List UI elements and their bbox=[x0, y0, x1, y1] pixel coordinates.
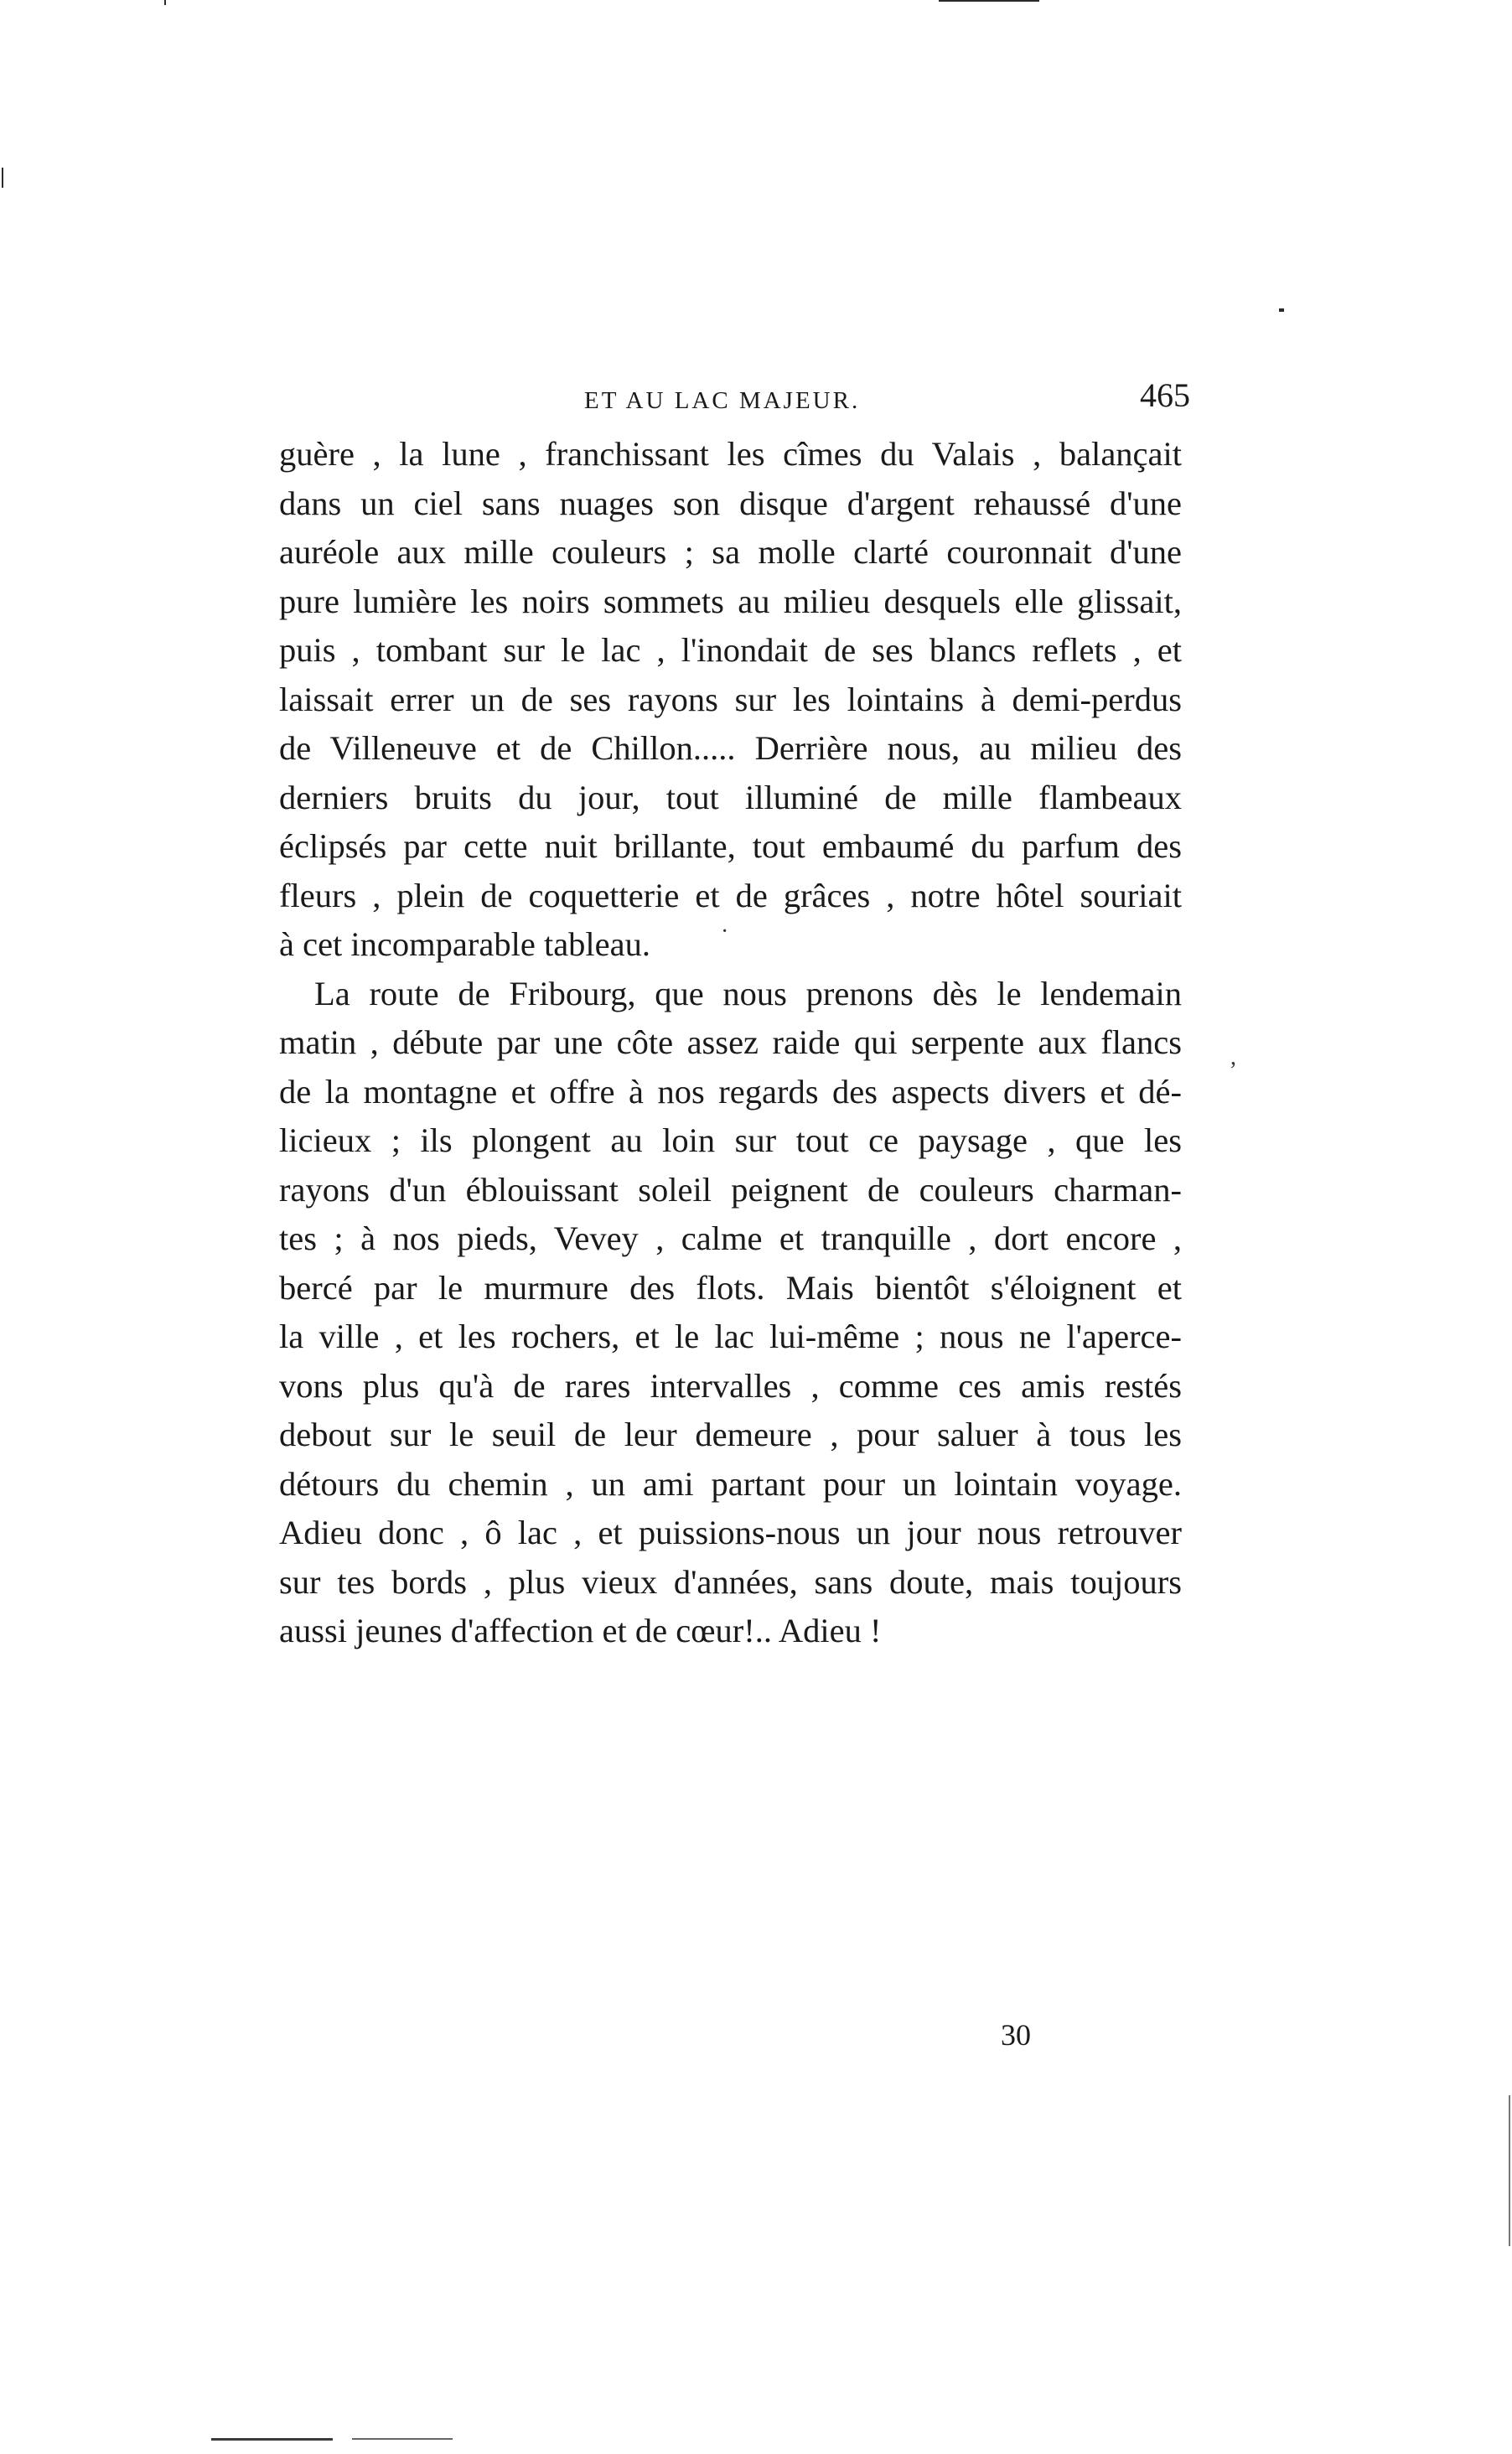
text-line: bercé par le murmure des flots. Mais bientôt s'éloignent et bbox=[279, 1268, 1182, 1307]
stray-mark: · bbox=[721, 919, 729, 945]
bottom-scan-rule bbox=[211, 2438, 333, 2441]
paragraph-end-line: aussi jeunes d'affection et de cœur!.. Adieu ! bbox=[279, 1612, 882, 1649]
text-line: auréole aux mille couleurs ; sa molle clarté couronnait d'une bbox=[279, 533, 1182, 571]
scan-artifact-right-edge bbox=[1279, 308, 1284, 312]
text-line: licieux ; ils plongent au loin sur tout ce paysage , que les bbox=[279, 1121, 1182, 1159]
text-line: puis , tombant sur le lac , l'inondait de ses blancs reflets , et bbox=[279, 631, 1182, 669]
scan-artifact-right-lower bbox=[1509, 2095, 1510, 2246]
body-text bbox=[279, 430, 1182, 1656]
text-line: matin , débute par une côte assez raide qui serpente aux flancs bbox=[279, 1023, 1182, 1061]
text-line: tes ; à nos pieds, Vevey , calme et tranquille , dort encore , bbox=[279, 1219, 1182, 1257]
stray-mark: , bbox=[1230, 1044, 1236, 1070]
text-line: détours du chemin , un ami partant pour un lointain voyage. bbox=[279, 1464, 1182, 1503]
text-line: rayons d'un éblouissant soleil peignent de couleurs charman- bbox=[279, 1170, 1182, 1209]
scan-artifact-top-left bbox=[164, 0, 166, 5]
scan-artifact-top-center bbox=[939, 0, 1039, 2]
page-number: 465 bbox=[1140, 376, 1190, 414]
text-line: guère , la lune , franchissant les cîmes du Valais , balançait bbox=[279, 435, 1182, 473]
text-line: laissait errer un de ses rayons sur les lointains à demi-perdus bbox=[279, 680, 1182, 718]
paragraph-start-line: La route de Fribourg, que nous prenons dès le lendemain bbox=[314, 974, 1182, 1012]
text-line: Adieu donc , ô lac , et puissions-nous un jour nous retrouver bbox=[279, 1514, 1182, 1551]
paragraph-end-line: à cet incomparable tableau. bbox=[279, 925, 651, 963]
signature-mark: 30 bbox=[1001, 2018, 1031, 2052]
text-line: de la montagne et offre à nos regards des aspects divers et dé- bbox=[279, 1072, 1182, 1111]
running-header bbox=[0, 377, 1512, 427]
text-line: pure lumière les noirs sommets au milieu desquels elle glissait, bbox=[279, 582, 1182, 620]
text-line: fleurs , plein de coquetterie et de grâces , notre hôtel souriait bbox=[279, 876, 1182, 914]
text-line: dans un ciel sans nuages son disque d'argent rehaussé d'une bbox=[279, 484, 1182, 522]
text-line: de Villeneuve et de Chillon..... Derrière nous, au milieu des bbox=[279, 729, 1182, 767]
text-line: la ville , et les rochers, et le lac lui-même ; nous ne l'aperce- bbox=[279, 1318, 1182, 1355]
text-line: derniers bruits du jour, tout illuminé de mille flambeaux bbox=[279, 778, 1182, 816]
text-line: debout sur le seuil de leur demeure , pour saluer à tous les bbox=[279, 1416, 1182, 1453]
bottom-scan-rule bbox=[352, 2438, 453, 2440]
running-title: ET AU LAC MAJEUR. bbox=[584, 387, 861, 414]
text-line: sur tes bords , plus vieux d'années, sans doute, mais toujours bbox=[279, 1562, 1182, 1601]
text-line: éclipsés par cette nuit brillante, tout embaumé du parfum des bbox=[279, 827, 1182, 865]
scan-artifact-left-edge bbox=[2, 168, 3, 188]
text-line: vons plus qu'à de rares intervalles , comme ces amis restés bbox=[279, 1366, 1182, 1405]
